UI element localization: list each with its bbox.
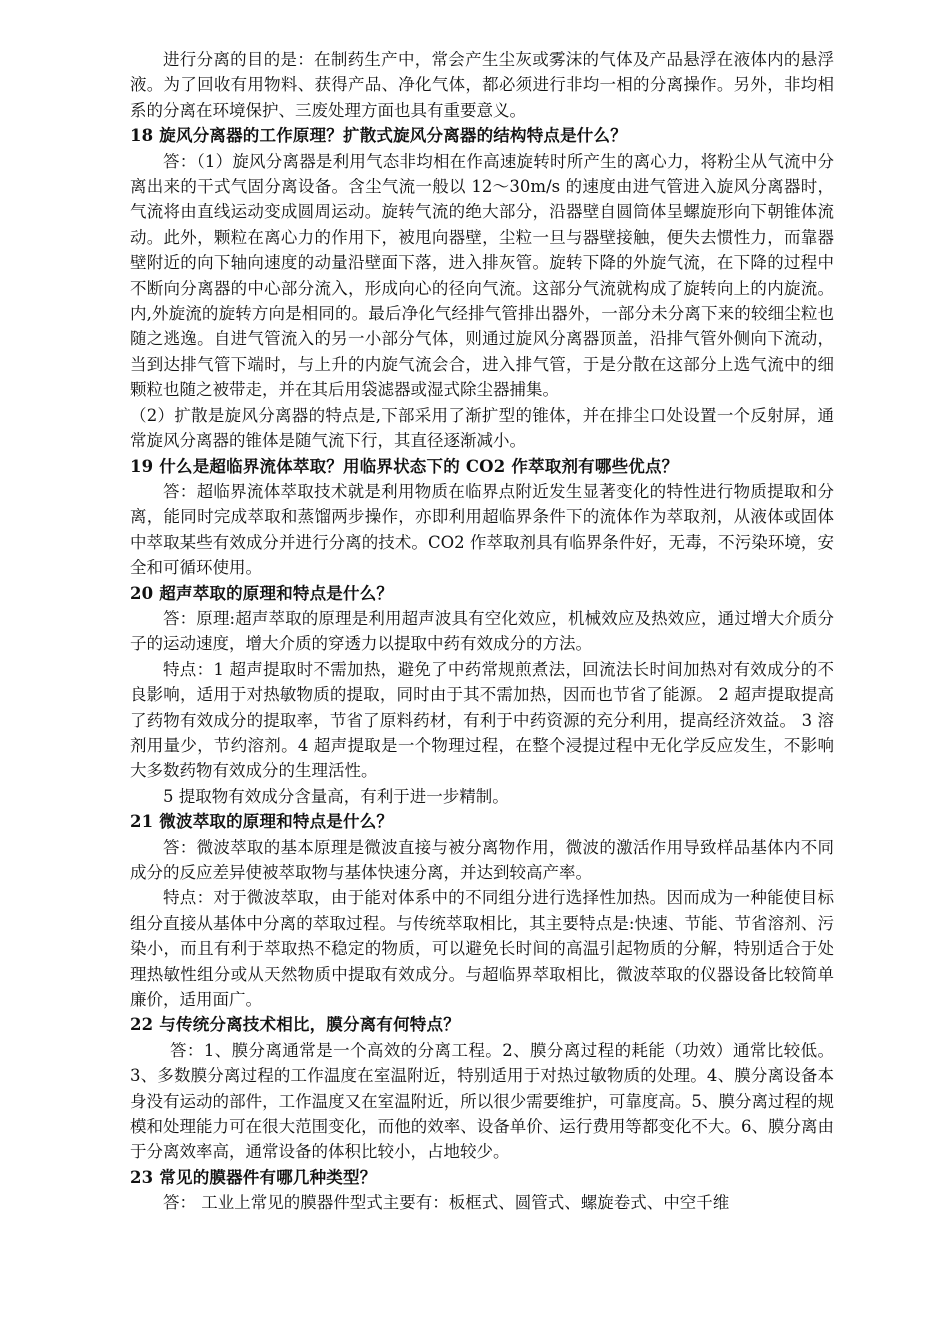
intro-paragraph: 进行分离的目的是：在制药生产中，常会产生尘灰或雾沫的气体及产品悬浮在液体内的悬浮液。为了回收有用物料、获得产品、净化气体，都必须进行非均一相的分离操作。另外，非均相系的分离在环境保护、三废处理方面也具有重要意义。	[130, 50, 834, 120]
answer-21-features: 特点：对于微波萃取，由于能对体系中的不同组分进行选择性加热。因而成为一种能使目标组分直接从基体中分离的萃取过程。与传统萃取相比，其主要特点是:快速、节能、节省溶剂、污染小，而且有利于萃取热不稳定的物质，可以避免长时间的高温引起物质的分解，特别适合于处理热敏性组分或从天然物质中提取有效成分。与超临界萃取相比，微波萃取的仪器设备比较简单廉价，适用面广。	[130, 888, 834, 1010]
answer-20-features: 特点：1 超声提取时不需加热，避免了中药常规煎煮法，回流法长时间加热对有效成分的不良影响，适用于对热敏物质的提取，同时由于其不需加热，因而也节省了能源。 2 超声提取提高了药物有效成分的提取率，节省了原料药材，有利于中药资源的充分利用，提高经济效益。 3 溶剂用量少，节约溶剂。4 超声提取是一个物理过程，在整个浸提过程中无化学反应发生，不影响大多数药物有效成分的生理活性。	[130, 659, 834, 781]
answer-18-part2: （2）扩散是旋风分离器的特点是,下部采用了渐扩型的锥体，并在排尘口处设置一个反射屏，通常旋风分离器的锥体是随气流下行，其直径逐渐减小。	[130, 405, 834, 451]
answer-23: 答： 工业上常见的膜器件型式主要有：板框式、圆管式、螺旋卷式、中空千维	[163, 1193, 730, 1213]
answer-21-principle: 答：微波萃取的基本原理是微波直接与被分离物作用，微波的激活作用导致样品基体内不同成分的反应差异使被萃取物与基体快速分离，并达到较高产率。	[130, 837, 834, 882]
answer-18-part1: 答：（1）旋风分离器是利用气态非均相在作高速旋转时所产生的离心力，将粉尘从气流中分离出来的干式气固分离设备。含尘气流一般以 12～30m/s 的速度由进气管进入旋风分离器时，气流将由直线运动变成圆周运动。旋转气流的绝大部分，沿器壁自圆筒体呈螺旋形向下朝锥体流动。此外，颗粒在离心力的作用下，被甩向器壁，尘粒一旦与器壁接触，便失去惯性力，而靠器壁附近的向下轴向速度的动量沿壁面下落，进入排灰管。旋转下降的外旋气流，在下降的过程中不断向分离器的中心部分流入，形成向心的径向气流。这部分气流就构成了旋转向上的内旋流。内,外旋流的旋转方向是相同的。最后净化气经排气管排出器外，一部分未分离下来的较细尘粒也随之逃逸。自进气管流入的另一小部分气体，则通过旋风分离器顶盖，沿排气管外侧向下流动，当到达排气管下端时，与上升的内旋气流会合，进入排气管，于是分散在这部分上选气流中的细颗粒也随之被带走，并在其后用袋滤器或湿式除尘器捕集。	[130, 151, 834, 400]
answer-20-principle: 答：原理:超声萃取的原理是利用超声波具有空化效应，机械效应及热效应，通过增大介质分子的运动速度，增大介质的穿透力以提取中药有效成分的方法。	[130, 608, 834, 654]
question-19: 19 什么是超临界流体萃取？用临界状态下的 CO2 作萃取剂有哪些优点？	[130, 456, 679, 476]
answer-19: 答：超临界流体萃取技术就是利用物质在临界点附近发生显著变化的特性进行物质提取和分离，能同时完成萃取和蒸馏两步操作，亦即利用超临界条件下的流体作为萃取剂，从液体或固体中萃取某些有效成分并进行分离的技术。CO2 作萃取剂具有临界条件好，无毒，不污染环境，安全和可循环使用。	[130, 481, 834, 578]
question-22: 22 与传统分离技术相比，膜分离有何特点？	[130, 1015, 460, 1035]
question-21: 21 微波萃取的原理和特点是什么？	[130, 812, 394, 832]
question-23: 23 常见的膜器件有哪几种类型？	[130, 1167, 377, 1187]
answer-20-feature-5: 5 提取物有效成分含量高，有利于进一步精制。	[163, 786, 509, 806]
question-20: 20 超声萃取的原理和特点是什么？	[130, 583, 394, 603]
question-18: 18 旋风分离器的工作原理？扩散式旋风分离器的结构特点是什么？	[130, 126, 627, 146]
answer-22: 答：1、膜分离通常是一个高效的分离工程。2、膜分离过程的耗能（功效）通常比较低。3、多数膜分离过程的工作温度在室温附近，特别适用于对热过敏物质的处理。4、膜分离设备本身没有运动的部件，工作温度又在室温附近，所以很少需要维护，可靠度高。5、膜分离过程的规模和处理能力可在很大范围变化，而他的效率、设备单价、运行费用等都变化不大。6、膜分离由于分离效率高，通常设备的体积比较小，占地较少。	[130, 1040, 834, 1162]
